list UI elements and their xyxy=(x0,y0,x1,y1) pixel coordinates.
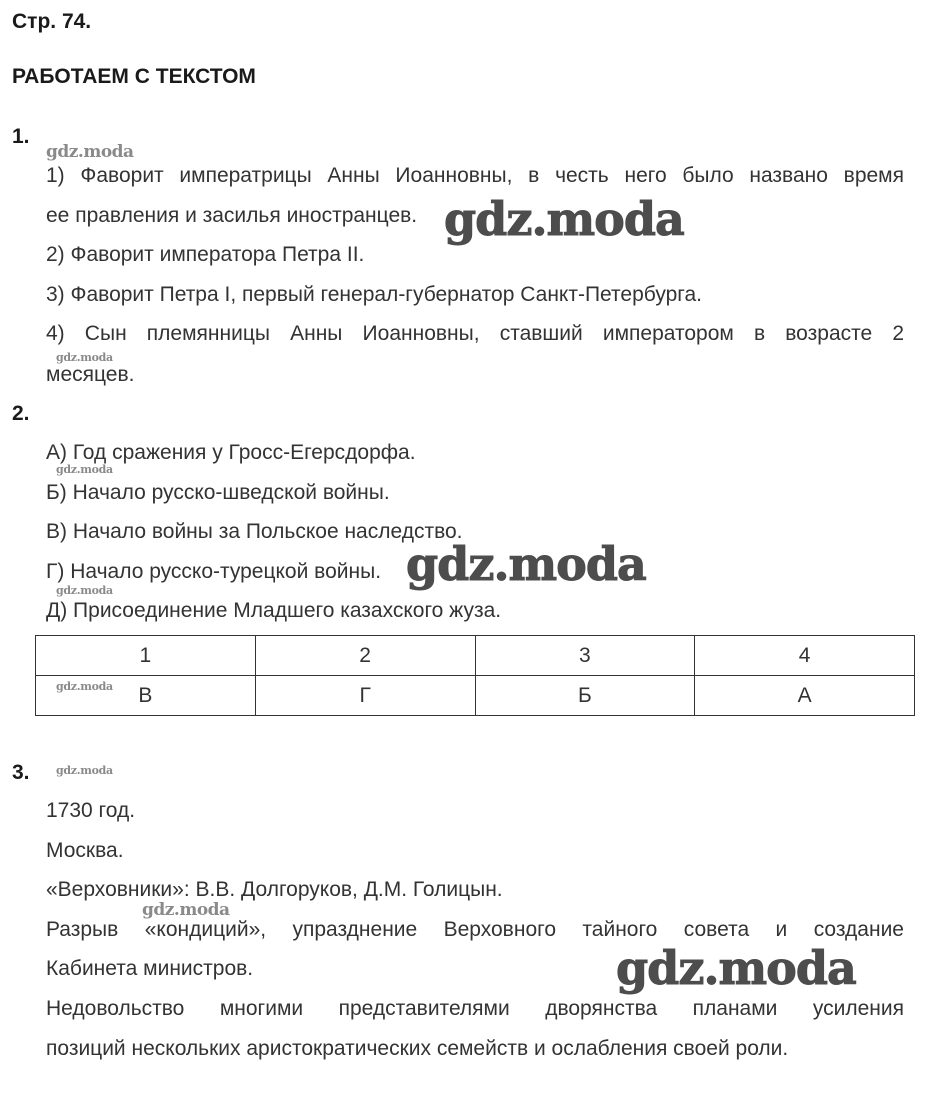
task-3-number: 3. xyxy=(12,761,30,784)
table-answer-cell: Б xyxy=(475,676,695,716)
task-3-line-4b: Кабинета министров. xyxy=(46,957,254,980)
task-1-item-1-line-1: 1) Фаворит императрицы Анны Иоанновны, в честь него было названо время xyxy=(46,164,904,187)
task-2-number: 2. xyxy=(12,402,30,425)
task-2-item: В) Начало войны за Польское наследство. xyxy=(46,520,463,543)
task-2-item: Д) Присоединение Младшего казахского жуза. xyxy=(46,599,502,622)
task-1-item-3: 3) Фаворит Петра I, первый генерал-губернатор Санкт-Петербурга. xyxy=(46,283,702,306)
task-1-item-4-line-2: месяцев. xyxy=(46,363,135,386)
table-answer-cell: Г xyxy=(255,676,475,716)
task-1-item-1-line-2: ее правления и засилья иностранцев. xyxy=(46,204,418,227)
watermark: gdz.moda xyxy=(56,584,113,597)
table-row xyxy=(36,676,915,716)
task-1-item-4-line-1: 4) Сын племянницы Анны Иоанновны, ставший императором в возрасте 2 xyxy=(46,322,904,345)
watermark: gdz.moda xyxy=(56,351,113,364)
task-2-item: Б) Начало русско-шведской войны. xyxy=(46,481,390,504)
watermark: gdz.moda xyxy=(444,192,684,246)
task-1-item-2: 2) Фаворит императора Петра II. xyxy=(46,243,365,266)
page-number-heading: Стр. 74. xyxy=(12,10,92,33)
task-3-year: 1730 год. xyxy=(46,799,136,822)
task-1-number: 1. xyxy=(12,125,30,148)
section-title: РАБОТАЕМ С ТЕКСТОМ xyxy=(12,65,256,88)
table-header-cell: 4 xyxy=(695,636,915,676)
table-answer-cell: В xyxy=(36,676,256,716)
watermark: gdz.moda xyxy=(46,142,134,162)
watermark: gdz.moda xyxy=(56,764,113,777)
task-3-line-5a: Недовольство многими представителями дворянства планами усиления xyxy=(46,997,904,1020)
task-2-item: А) Год сражения у Гросс-Егерсдорфа. xyxy=(46,441,416,464)
task-3-line-4a: Разрыв «кондиций», упразднение Верховного тайного совета и создание xyxy=(46,918,904,941)
watermark: gdz.moda xyxy=(406,537,646,591)
task-3-city: Москва. xyxy=(46,839,124,862)
watermark: gdz.moda xyxy=(616,941,856,995)
table-header-cell: 2 xyxy=(255,636,475,676)
watermark: gdz.moda xyxy=(142,900,230,920)
task-2-item: Г) Начало русско-турецкой войны. xyxy=(46,560,382,583)
answer-table xyxy=(35,635,915,716)
table-answer-cell: А xyxy=(695,676,915,716)
table-header-cell: 3 xyxy=(475,636,695,676)
watermark: gdz.moda xyxy=(56,463,113,476)
table-header-cell: 1 xyxy=(36,636,256,676)
task-3-verkhovniki: «Верховники»: В.В. Долгоруков, Д.М. Голицын. xyxy=(46,878,503,901)
table-row xyxy=(36,636,915,676)
task-3-line-5b: позиций нескольких аристократических семейств и ослабления своей роли. xyxy=(46,1037,789,1060)
watermark: gdz.moda xyxy=(56,680,113,693)
